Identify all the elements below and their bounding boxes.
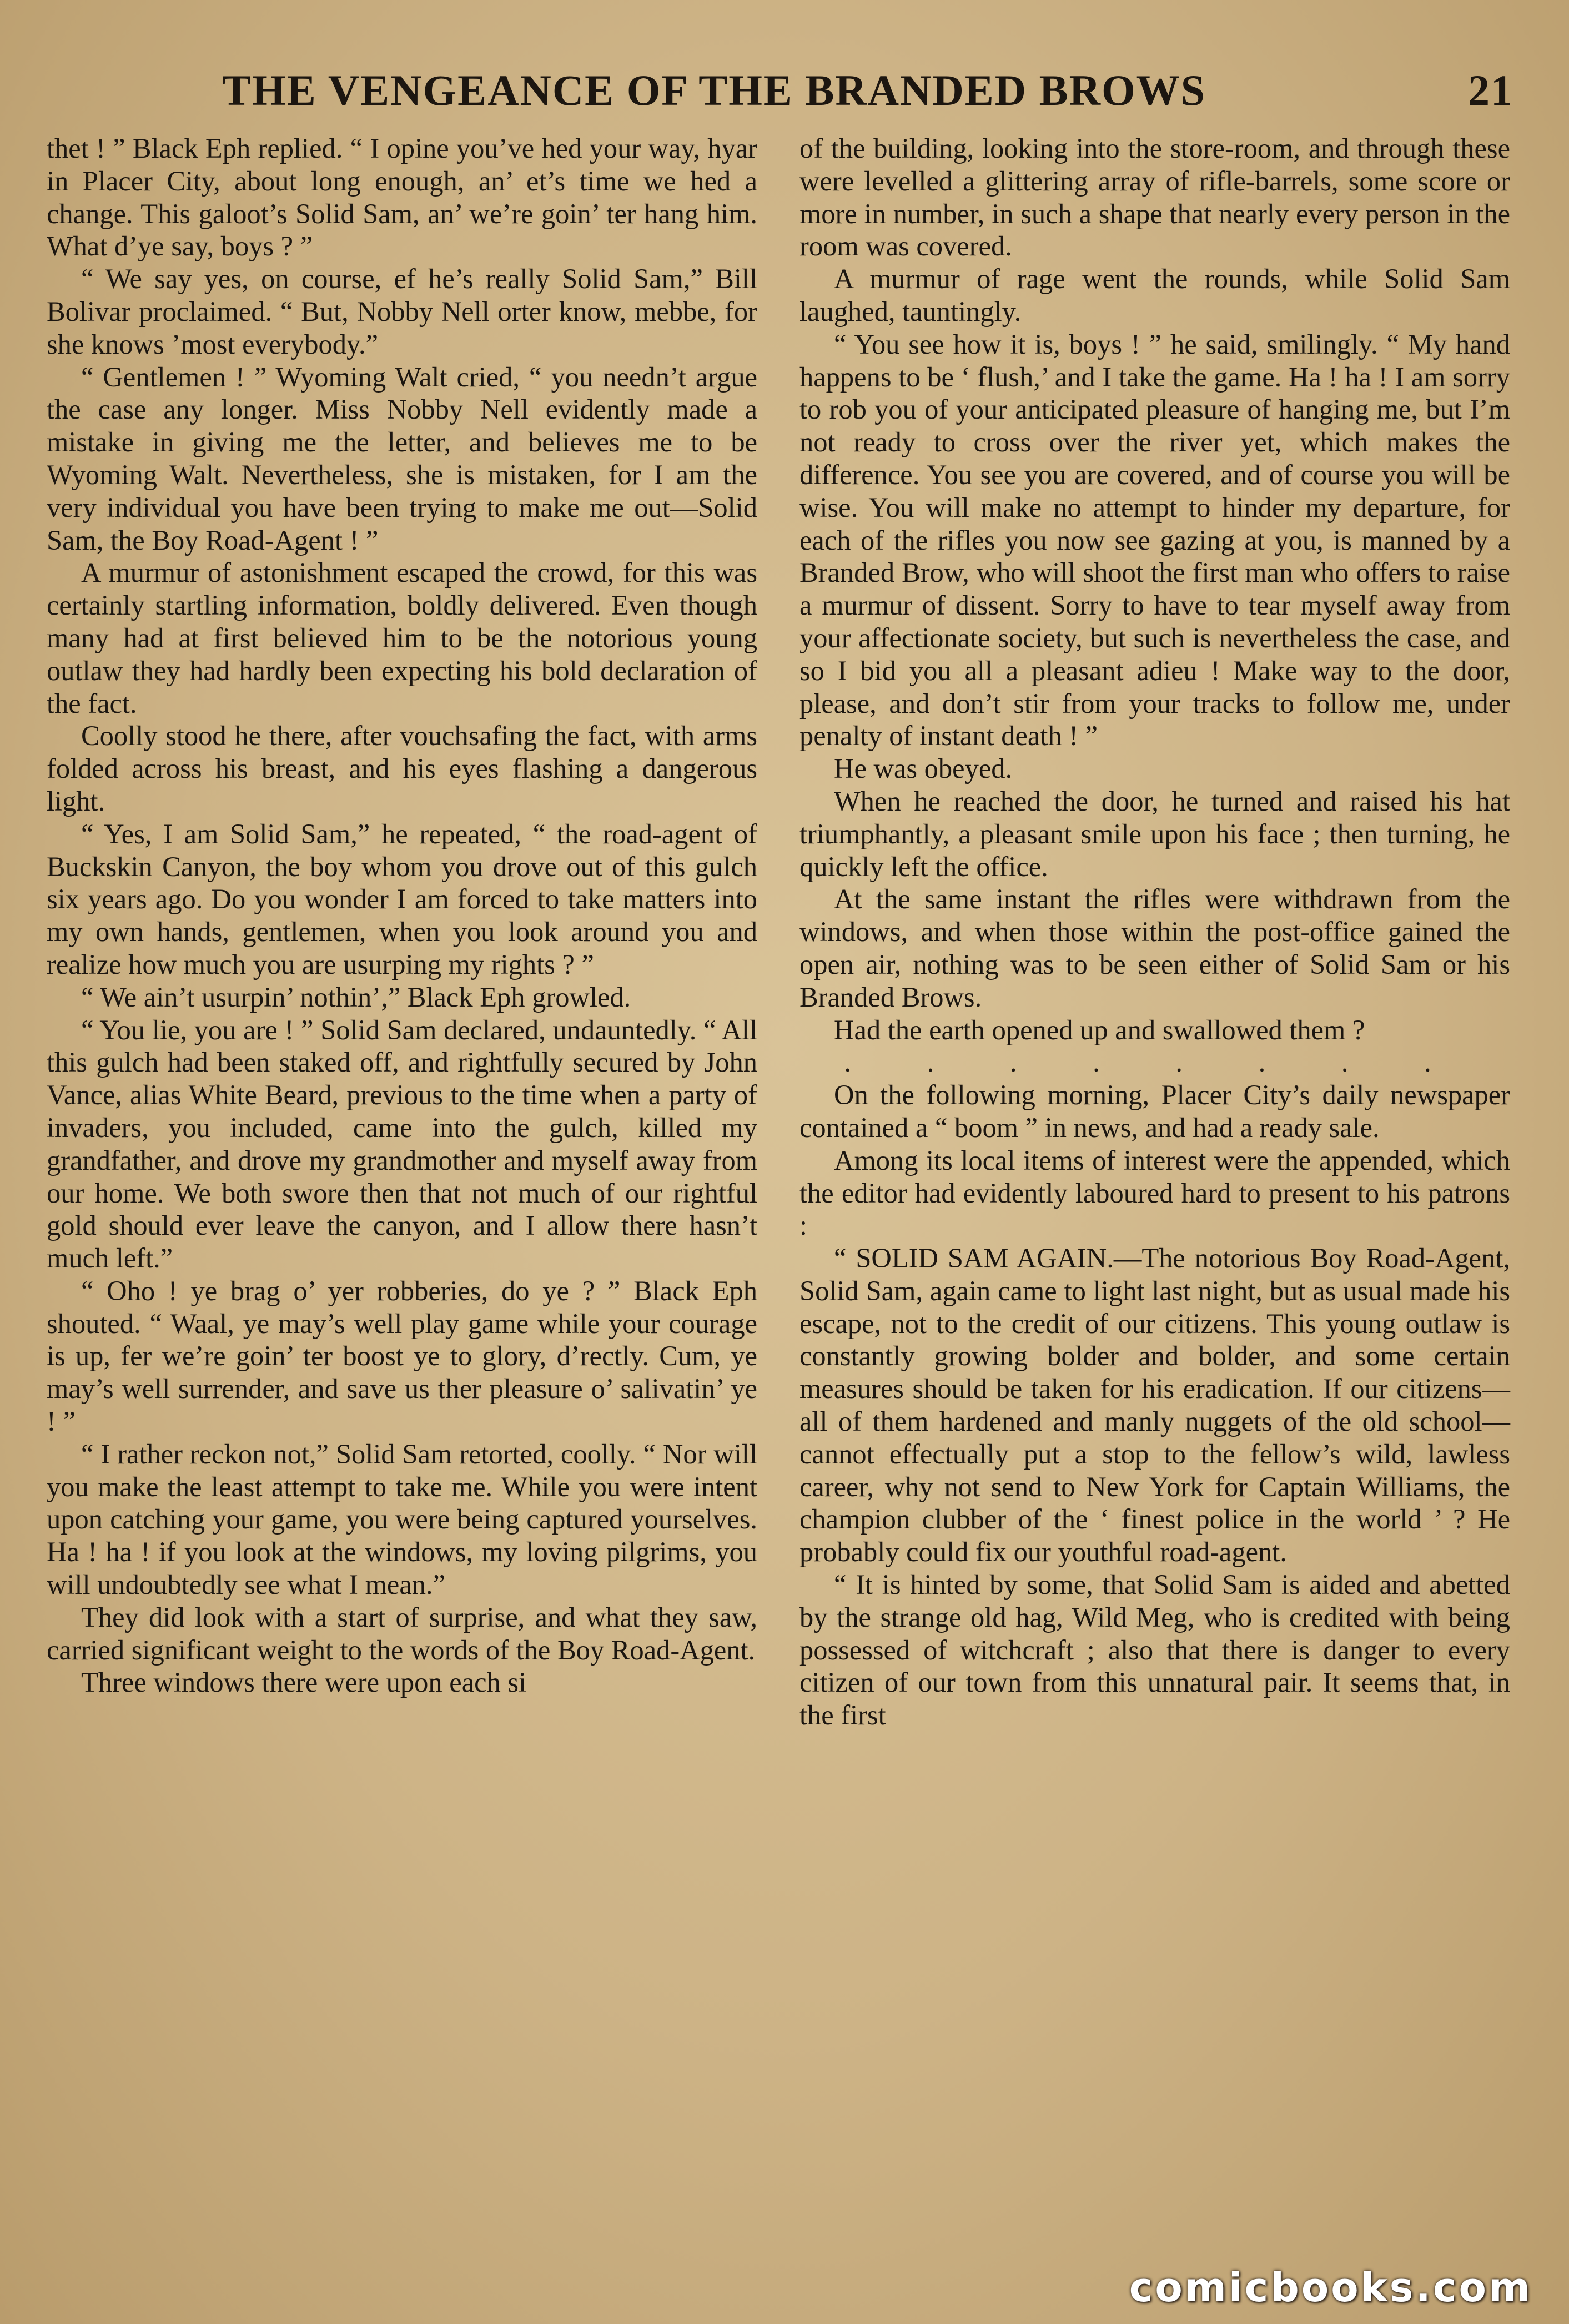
paragraph: A murmur of astonishment escaped the crowd, for this was certainly startling information, boldly delivered. Even though many had at first believed him to be the notorious young outlaw they had hardly been expecting his bold declaration of the fact. — [47, 557, 757, 719]
paragraph: “ We ain’t usurpin’ nothin’,” Black Eph growled. — [81, 981, 631, 1013]
right-column — [799, 132, 1510, 1732]
paragraph: They did look with a start of surprise, and what they saw, carried significant weight to the words of the Boy Road-Agent. — [47, 1601, 757, 1666]
paragraph: “ I rather reckon not,” Solid Sam retorted, coolly. “ Nor will you make the least attempt to take me. While you were intent upon catching your game, you were being captured yourselves. Ha ! ha ! if you look at the windows, my loving pilgrims, you will undoubtedly see what I mean.” — [47, 1438, 757, 1601]
paragraph: On the following morning, Placer City’s daily newspaper contained a “ boom ” in news, and had a ready sale. — [799, 1079, 1510, 1143]
paragraph: Coolly stood he there, after vouchsafing the fact, with arms folded across his breast, and his eyes flashing a dangerous light. — [47, 720, 757, 817]
paragraph: Had the earth opened up and swallowed them ? — [834, 1014, 1365, 1045]
paragraph: “ SOLID SAM AGAIN.—The notorious Boy Road-Agent, Solid Sam, again came to light last night, but as usual made his escape, not to the credit of our citizens. This young outlaw is constantly growing bolder and bolder, and some certain measures should be taken for his eradication. If our citizens—all of them hardened and manly nuggets of the old school—cannot effectually put a stop to the fellow’s wild, lawless career, why not send to New York for Captain Williams, the champion clubber of the ‘ finest police in the world ’ ? He probably could fix our youthful road-agent. — [799, 1243, 1510, 1568]
paragraph: thet ! ” Black Eph replied. “ I opine you’ve hed your way, hyar in Placer City, about long enough, an’ et’s time we hed a change. This galoot’s Solid Sam, an’ we’re goin’ ter hang him. What d’ye say, boys ? ” — [47, 133, 757, 262]
running-header — [222, 66, 1513, 115]
paragraph: When he reached the door, he turned and raised his hat triumphantly, a pleasant smile upon his face ; then turning, he quickly left the office. — [799, 785, 1510, 882]
paragraph: “ You lie, you are ! ” Solid Sam declared, undauntedly. “ All this gulch had been staked off, and rightfully secured by John Vance, alias White Beard, previous to the time when a party of invaders, you included, came into the gulch, killed my grandfather, and drove my grandmother and myself away from our home. We both swore then that not much of our rightful gold should ever leave the canyon, and I allow there hasn’t much left.” — [47, 1014, 757, 1274]
paragraph: “ It is hinted by some, that Solid Sam is aided and abetted by the strange old hag, Wild Meg, who is credited with being possessed of witchcraft ; also that there is danger to every citizen of our town from this unnatural pair. It seems that, in the first — [799, 1569, 1510, 1731]
paragraph: of the building, looking into the store-room, and through these were levelled a glittering array of rifle-barrels, some score or more in number, in such a shape that nearly every person in the room was covered. — [799, 133, 1510, 262]
page-number: 21 — [1468, 66, 1513, 114]
paragraph: Among its local items of interest were the appended, which the editor had evidently laboured hard to present to his patrons : — [799, 1144, 1510, 1241]
paragraph: Three windows there were upon each si — [81, 1667, 527, 1698]
paragraph: “ Gentlemen ! ” Wyoming Walt cried, “ you needn’t argue the case any longer. Miss Nobby Nell evidently made a mistake in giving me the letter, and believes me to be Wyoming Walt. Nevertheless, she is mistaken, for I am the very individual you have been trying to make me out—Solid Sam, the Boy Road-Agent ! ” — [47, 361, 757, 556]
paragraph: He was obeyed. — [834, 753, 1013, 784]
left-column — [47, 132, 757, 1699]
paragraph: “ Yes, I am Solid Sam,” he repeated, “ the road-agent of Buckskin Canyon, the boy whom you drove out of this gulch six years ago. Do you wonder I am forced to take matters into my own hands, gentlemen, when you look around you and realize how much you are usurping my rights ? ” — [47, 818, 757, 980]
paragraph: “ Oho ! ye brag o’ yer robberies, do ye ? ” Black Eph shouted. “ Waal, ye may’s well play game while your courage is up, fer we’re goin’ ter boost ye to glory, d’rectly. Cum, ye may’s well surrender, and save us ther pleasure o’ salivatin’ ye ! ” — [47, 1275, 757, 1437]
paragraph: A murmur of rage went the rounds, while Solid Sam laughed, tauntingly. — [799, 263, 1510, 327]
paragraph: “ We say yes, on course, ef he’s really Solid Sam,” Bill Bolivar proclaimed. “ But, Nobby Nell orter know, mebbe, for she knows ’most everybody.” — [47, 263, 757, 360]
section-break-dots: . . . . . . . . — [844, 1047, 1466, 1078]
paragraph: At the same instant the rifles were withdrawn from the windows, and when those within the post-office gained the open air, nothing was to be seen either of Solid Sam or his Branded Brows. — [799, 883, 1510, 1013]
watermark: comicbooks.com — [1129, 2264, 1532, 2311]
story-title: THE VENGEANCE OF THE BRANDED BROWS — [222, 66, 1206, 114]
paragraph: “ You see how it is, boys ! ” he said, smilingly. “ My hand happens to be ‘ flush,’ and I take the game. Ha ! ha ! I am sorry to rob you of your anticipated pleasure of hanging me, but I’m not ready to cross over the river yet, which makes the difference. You see you are covered, and of course you will be wise. You will make no attempt to hinder my departure, for each of the rifles you now see gazing at you, is manned by a Branded Brow, who will shoot the first man who offers to raise a murmur of dissent. Sorry to have to tear myself away from your affectionate society, but such is nevertheless the case, and so I bid you all a pleasant adieu ! Make way to the door, please, and don’t stir from your tracks to follow me, under penalty of instant death ! ” — [799, 328, 1510, 752]
